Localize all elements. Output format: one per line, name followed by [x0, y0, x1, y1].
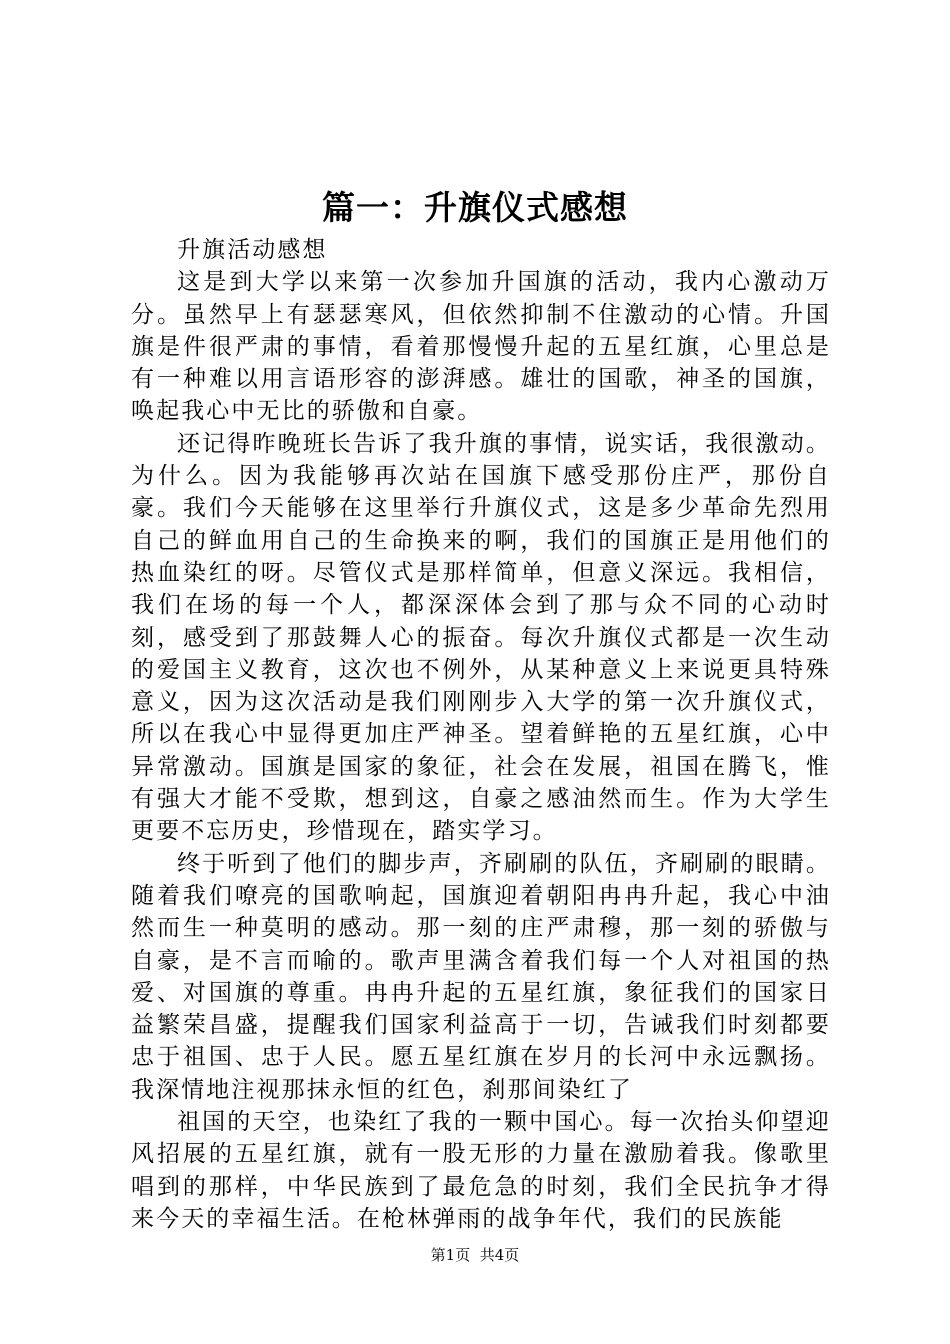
document-title: 篇一：升旗仪式感想 — [322, 188, 628, 227]
page-total: 共4页 — [479, 1246, 520, 1264]
document-body — [131, 234, 831, 1235]
paragraph: 这是到大学以来第一次参加升国旗的活动，我内心激动万分。虽然早上有瑟瑟寒风，但依然抑制不住激动的心情。升国旗是件很严肃的事情，看着那慢慢升起的五星红旗，心里总是有一种难以用言语形容的澎湃感。雄壮的国歌，神圣的国旗，唤起我心中无比的骄傲和自豪。 — [131, 269, 831, 425]
paragraph: 还记得昨晚班长告诉了我升旗的事情，说实话，我很激动。为什么。因为我能够再次站在国旗下感受那份庄严，那份自豪。我们今天能够在这里举行升旗仪式，这是多少革命先烈用自己的鲜血用自己的生命换来的啊，我们的国旗正是用他们的热血染红的呀。尽管仪式是那样简单，但意义深远。我相信，我们在场的每一个人，都深深体会到了那与众不同的心动时刻，感受到了那鼓舞人心的振奋。每次升旗仪式都是一次生动的爱国主义教育，这次也不例外，从某种意义上来说更具特殊意义，因为这次活动是我们刚刚步入大学的第一次升旗仪式，所以在我心中显得更加庄严神圣。望着鲜艳的五星红旗，心中异常激动。国旗是国家的象征，社会在发展，祖国在腾飞，惟有强大才能不受欺，想到这，自豪之感油然而生。作为大学生更要不忘历史，珍惜现在，踏实学习。 — [131, 430, 831, 845]
paragraph-subtitle: 升旗活动感想 — [177, 237, 328, 263]
paragraph: 祖国的天空，也染红了我的一颗中国心。每一次抬头仰望迎风招展的五星红旗，就有一股无形的力量在激励着我。像歌里唱到的那样，中华民族到了最危急的时刻，我们全民抗争才得来今天的幸福生活。在枪林弹雨的战争年代，我们的民族能 — [131, 1109, 831, 1232]
page-number: 第1页 — [430, 1246, 471, 1264]
paragraph: 终于听到了他们的脚步声，齐刷刷的队伍，齐刷刷的眼睛。随着我们嘹亮的国歌响起，国旗迎着朝阳冉冉升起，我心中油然而生一种莫明的感动。那一刻的庄严肃穆，那一刻的骄傲与自豪，是不言而喻的。歌声里满含着我们每一个人对祖国的热爱、对国旗的尊重。冉冉升起的五星红旗，象征我们的国家日益繁荣昌盛，提醒我们国家利益高于一切，告诫我们时刻都要忠于祖国、忠于人民。愿五星红旗在岁月的长河中永远飘扬。我深情地注视那抹永恒的红色，刹那间染红了 — [131, 850, 831, 1103]
page-footer — [0, 1245, 950, 1265]
